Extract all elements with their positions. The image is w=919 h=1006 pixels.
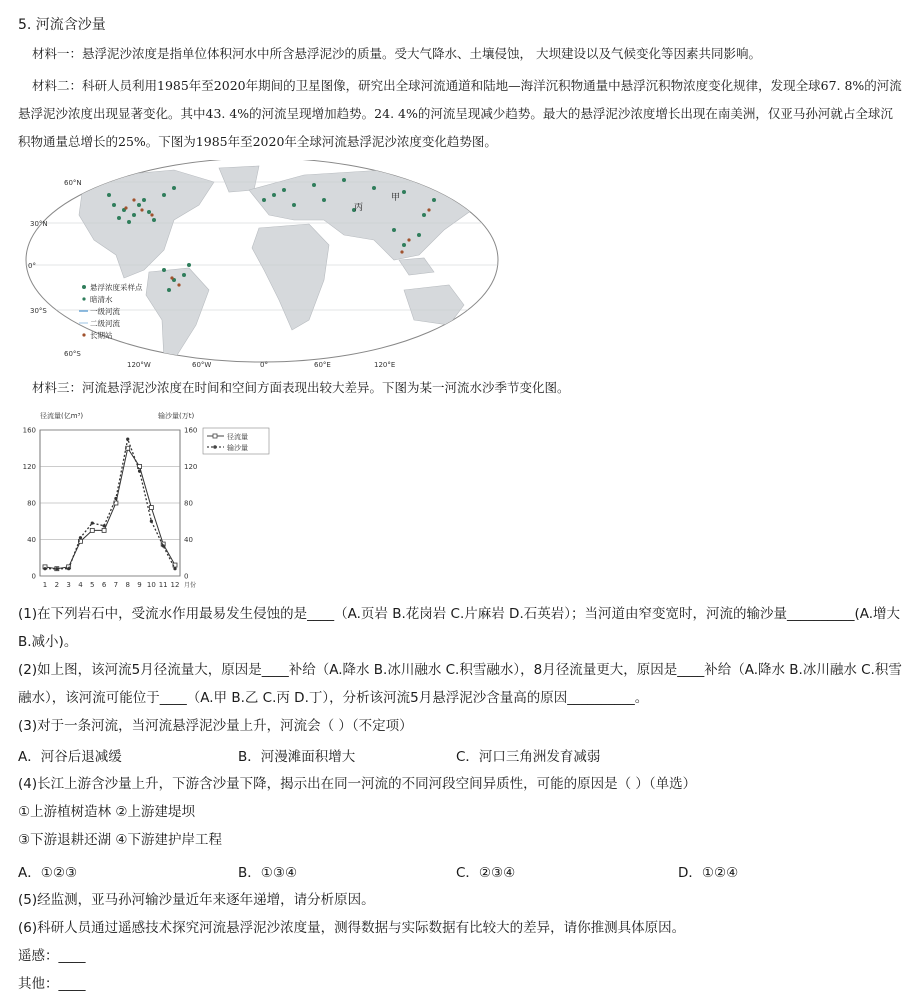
place-label-bing: 丙 (354, 203, 364, 213)
runoff-sediment-chart (18, 404, 278, 594)
q3-option-a: A．河谷后退减缓 (18, 749, 122, 765)
lon-label: 120°W (127, 361, 151, 369)
x-tick-label: 11 (158, 581, 168, 589)
sediment-point (43, 567, 46, 570)
material-one: 材料一：悬浮泥沙浓度是指单位体积河水中所含悬浮泥沙的质量。受大气降水、土壤侵蚀， 大坝建设以及气候变化等因素共同影响。 (32, 46, 761, 61)
x-tick-label: 3 (66, 581, 71, 589)
question-1: (1)在下列岩石中，受流水作用最易发生侵蚀的是____（A.页岩 B.花岗岩 C.片麻岩 D.石英岩）；当河道由窄变宽时，河流的输沙量__________(A.增大 B.减小)。 (18, 606, 901, 650)
sediment-point (79, 536, 82, 539)
question-6: (6)科研人员通过遥感技术探究河流悬浮泥沙浓度量，测得数据与实际数据有比较大的差异，请你推测具体原因。 (18, 920, 686, 936)
x-tick-label: 10 (146, 581, 156, 589)
y-tick-label-right: 0 (184, 572, 189, 581)
legend-item: 暗清水 (90, 295, 113, 304)
question-title: 5. 河流含沙量 (18, 17, 106, 33)
lat-label: 60°S (64, 350, 81, 358)
q3-option-b: B．河漫滩面积增大 (238, 749, 356, 765)
question-3: (3)对于一条河流，当河流悬浮泥沙量上升，河流会（ ）（不定项） (18, 718, 413, 734)
x-tick-label: 5 (90, 581, 95, 589)
lat-label: 0° (28, 262, 36, 270)
q4-statement-line2: ③下游退耕还湖 ④下游建护岸工程 (18, 832, 222, 848)
sediment-point (162, 544, 165, 547)
lat-label: 30°N (30, 220, 48, 228)
q4-option-b: B．①③④ (238, 865, 298, 881)
lat-label: 60°N (64, 179, 82, 187)
sediment-point (91, 521, 94, 524)
x-tick-label: 7 (113, 581, 119, 589)
x-axis-unit: 月份 (184, 582, 197, 589)
legend-item: 一级河流 (90, 307, 120, 316)
y-tick-label-right: 80 (184, 499, 193, 508)
lon-label: 60°W (192, 361, 212, 369)
y-tick-label-left: 0 (31, 572, 36, 581)
sediment-point (173, 567, 176, 570)
sediment-point (150, 520, 153, 523)
material-three: 材料三：河流悬浮泥沙浓度在时间和空间方面表现出较大差异。下图为某一河流水沙季节变化图。 (32, 380, 570, 395)
runoff-point (149, 506, 153, 510)
x-tick-label: 12 (170, 581, 180, 589)
sediment-point (67, 567, 70, 570)
y-tick-label-right: 160 (184, 426, 198, 435)
legend-item: 长期站 (90, 331, 113, 340)
x-tick-label: 8 (125, 581, 130, 589)
question-4: (4)长江上游含沙量上升，下游含沙量下降，揭示出在同一河流的不同河段空间异质性，可能的原因是（ ）（单选） (18, 776, 697, 792)
chart-svg (18, 404, 278, 594)
answer-other: 其他：____ (18, 976, 86, 992)
lon-label: 120°E (374, 361, 396, 369)
y-tick-label-left: 120 (22, 463, 36, 471)
y-axis-right-label: 输沙量(万t) (158, 412, 195, 420)
sediment-point (126, 438, 129, 441)
y-tick-label-left: 40 (27, 536, 36, 544)
sediment-line (45, 439, 175, 569)
answer-remote-sensing: 遥感：____ (18, 948, 86, 964)
q4-option-a: A．①②③ (18, 865, 78, 881)
legend-sediment: 输沙量 (227, 444, 248, 452)
runoff-point (90, 528, 94, 532)
world-map (24, 160, 500, 370)
legend-runoff: 径流量 (227, 433, 248, 441)
runoff-point (102, 528, 106, 532)
world-map-figure (24, 160, 500, 370)
x-tick-label: 4 (78, 581, 83, 589)
legend-item: 二级河流 (90, 319, 120, 328)
x-tick-label: 6 (101, 581, 107, 589)
sediment-point (55, 567, 58, 570)
lon-label: 0° (260, 361, 268, 369)
lat-label: 30°S (30, 307, 47, 315)
x-tick-label: 9 (137, 581, 142, 589)
material-two: 材料二：科研人员利用1985年至2020年期间的卫星图像，研究出全球河流通道和陆地—海洋沉积物通量中悬浮沉积物浓度变化规律，发现全球67. 8%的河流悬浮泥沙浓度出现显著变化。其中43. 4%的河流呈现增加趋势。24. 4%的河流呈现减少趋势。最大的悬浮泥沙浓度增长出现在南美洲，仅亚马孙河就占全球沉积物通量总增长的25%。下图为1985年至2020年全球河流悬浮泥沙浓度变化趋势图。 (18, 78, 902, 149)
y-tick-label-left: 80 (27, 499, 36, 508)
lon-label: 60°E (314, 361, 331, 369)
q4-option-d: D．①②④ (678, 865, 739, 881)
y-tick-label-right: 120 (184, 463, 198, 471)
x-tick-label: 1 (42, 581, 48, 589)
question-5: (5)经监测，亚马孙河输沙量近年来逐年递增，请分析原因。 (18, 892, 375, 908)
legend-item: 悬浮浓度采样点 (90, 283, 143, 292)
place-label-jia: 甲 (391, 193, 401, 203)
sediment-point (138, 469, 141, 472)
x-tick-label: 2 (54, 581, 60, 589)
q4-statement-line1: ①上游植树造林 ②上游建堤坝 (18, 804, 195, 820)
sediment-point (102, 524, 105, 527)
y-axis-left-label: 径流量(亿m³) (40, 412, 84, 420)
y-tick-label-left: 160 (22, 426, 36, 435)
question-2: (2)如上图，该河流5月径流量大，原因是____补给（A.降水 B.冰川融水 C.积雪融水），8月径流量更大，原因是____补给（A.降水 B.冰川融水 C.积雪融水），该河流可能位于____（A.甲 B.乙 C.丙 D.丁），分析该河流5月悬浮泥沙含量高的原因__________。 (18, 662, 902, 706)
sediment-point (114, 497, 117, 500)
q3-option-c: C．河口三角洲发育减弱 (456, 749, 601, 765)
q4-option-c: C．②③④ (456, 865, 516, 881)
y-tick-label-right: 40 (184, 536, 193, 544)
